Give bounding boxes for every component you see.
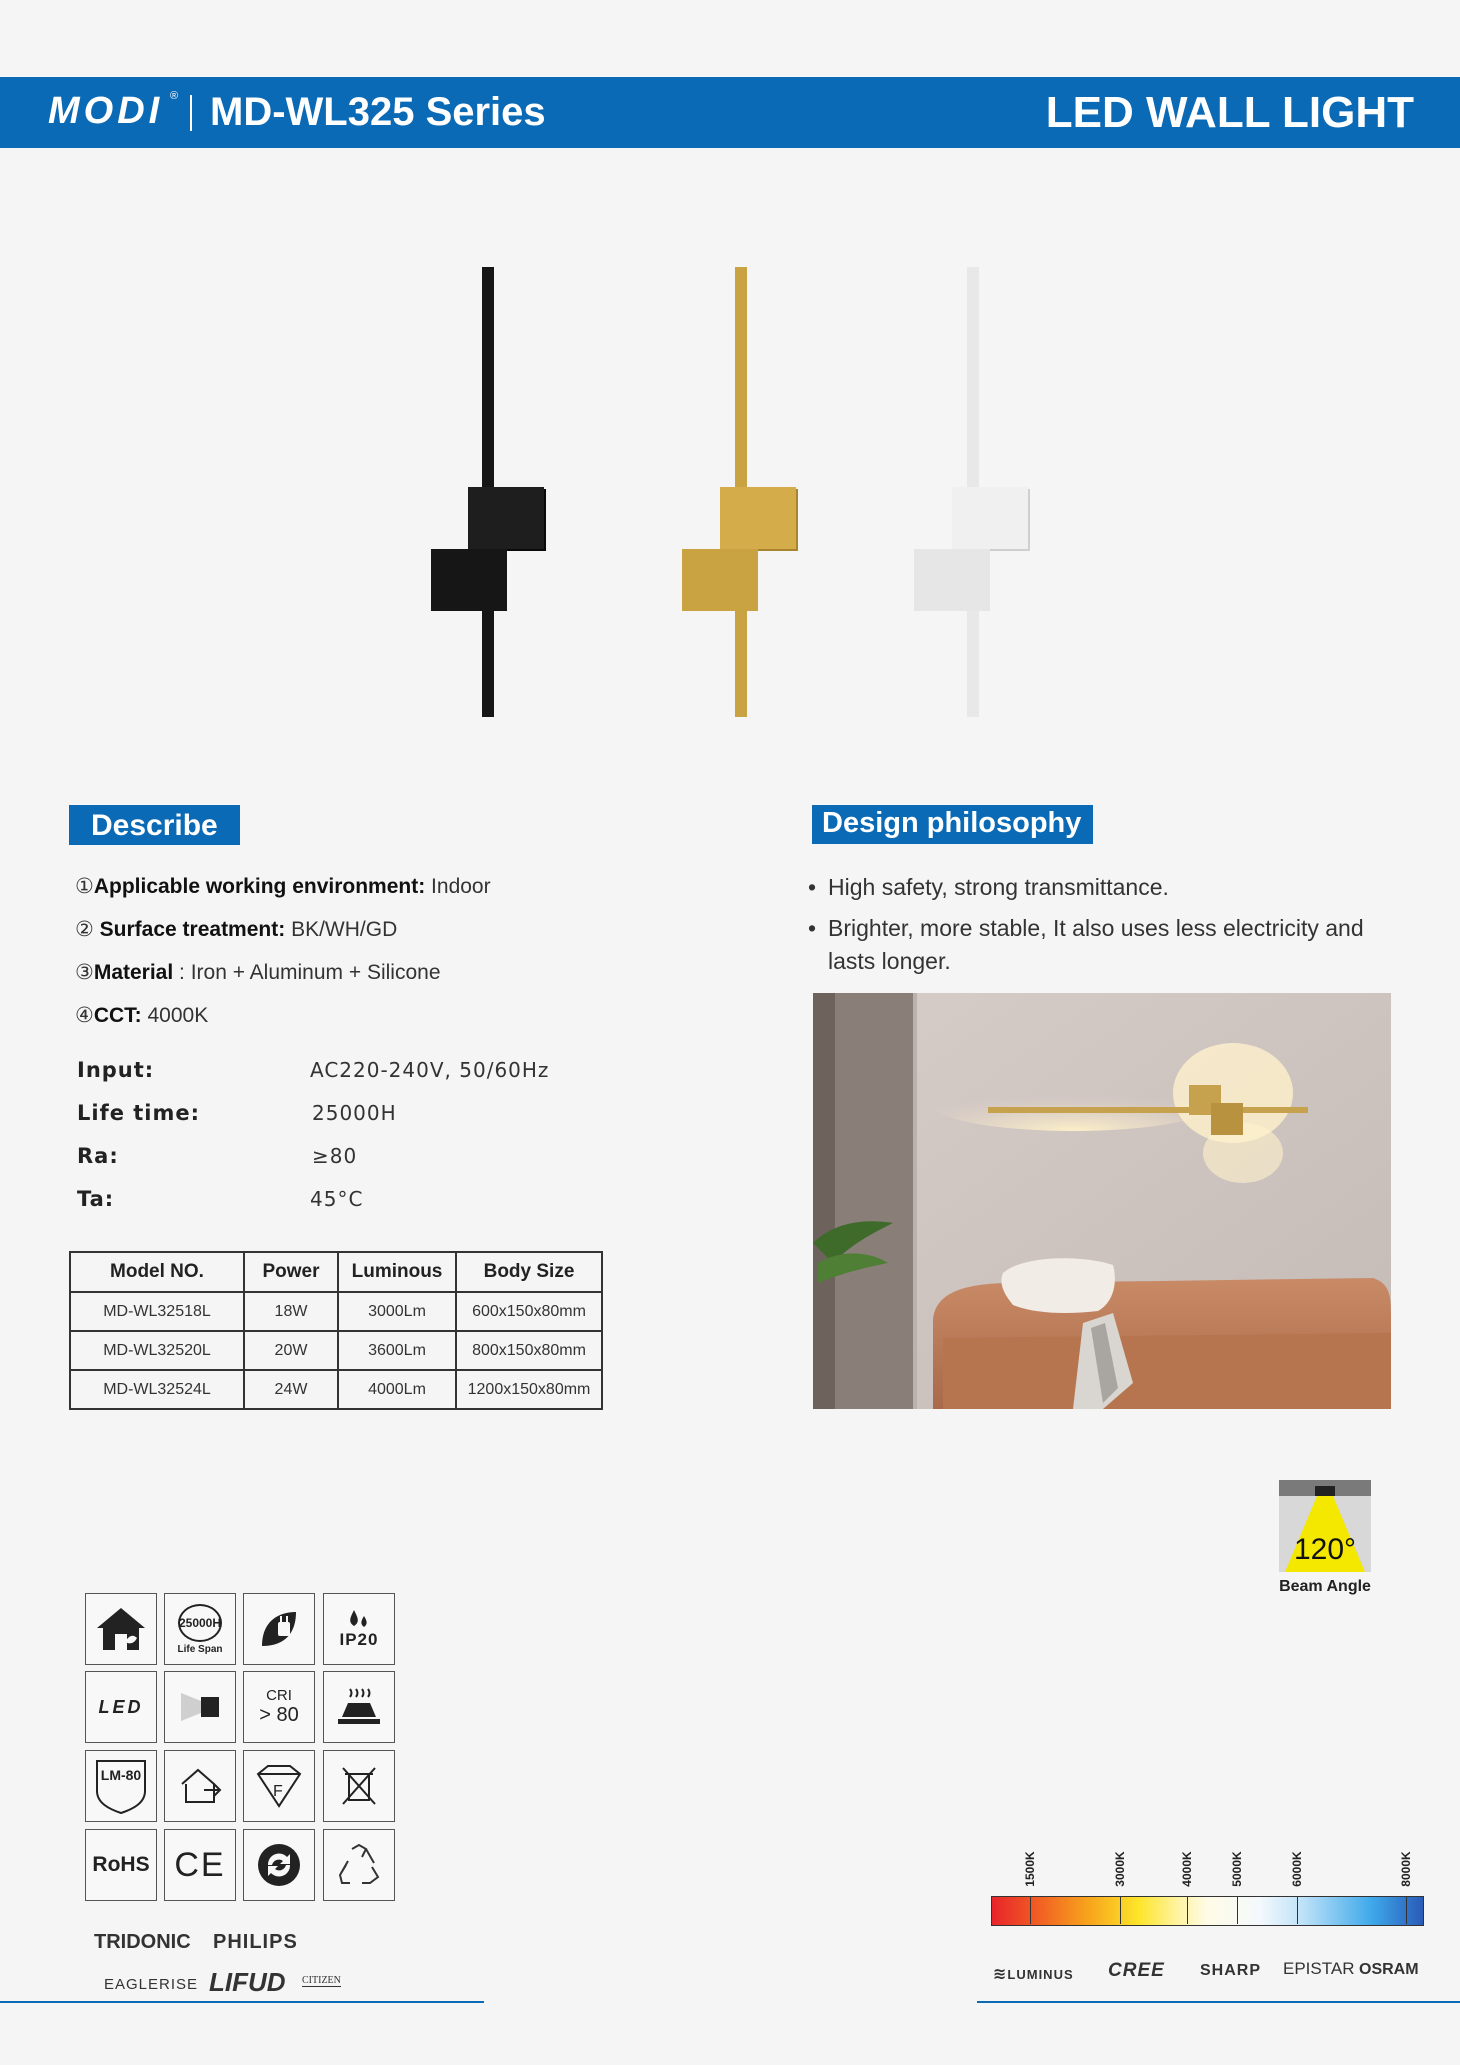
- table-cell: 3600Lm: [338, 1331, 456, 1370]
- cct-color-bar: [991, 1896, 1424, 1926]
- recycle-icon: [323, 1829, 395, 1901]
- col-body-size: Body Size: [456, 1252, 602, 1292]
- cct-tick-mark: [1406, 1896, 1407, 1924]
- table-cell: MD-WL32518L: [70, 1292, 244, 1331]
- spec-value-ra: ≥80: [312, 1144, 358, 1168]
- no-uv-icon: [164, 1671, 236, 1743]
- brand-cree: CREE: [1108, 1960, 1165, 1981]
- spec-key-lifetime: Life time:: [77, 1101, 201, 1125]
- cct-label-5000k: 5000K: [1230, 1851, 1244, 1887]
- design-heading: Design philosophy: [812, 805, 1093, 844]
- design-bullet-2: • Brighter, more stable, It also uses less electricity and lasts longer.: [808, 915, 1364, 974]
- table-row: [70, 1331, 602, 1370]
- spec-key-ta: Ta:: [77, 1187, 115, 1211]
- led-icon: LED: [85, 1671, 157, 1743]
- table-header-row: [70, 1252, 602, 1292]
- lifespan-icon: 25000H Life Span: [164, 1593, 236, 1665]
- beam-angle-value: 120°: [1293, 1533, 1357, 1566]
- describe-item-cct: ④CCT: 4000K: [75, 1004, 209, 1027]
- brand-lifud: LIFUD: [209, 1967, 286, 1997]
- ce-icon: CE: [164, 1829, 236, 1901]
- green-dot-icon: [243, 1829, 315, 1901]
- weee-bin-icon: [323, 1750, 395, 1822]
- header-separator: [190, 95, 192, 131]
- footer-line-left: [0, 2001, 484, 2003]
- eco-plug-icon: [243, 1593, 315, 1665]
- brand-eaglerise: EAGLERISE: [104, 1976, 199, 1993]
- table-cell: 24W: [244, 1370, 338, 1409]
- table-cell: 4000Lm: [338, 1370, 456, 1409]
- cct-tick-mark: [1237, 1896, 1238, 1924]
- indoor-house-icon: [85, 1593, 157, 1665]
- table-cell: 3000Lm: [338, 1292, 456, 1331]
- describe-item-environment: ①Applicable working environment: Indoor: [75, 875, 491, 898]
- cri-icon: CRI > 80: [243, 1671, 315, 1743]
- describe-heading: Describe: [69, 805, 240, 845]
- rohs-icon: RoHS: [85, 1829, 157, 1901]
- cct-tick-mark: [1030, 1896, 1031, 1924]
- table-row: [70, 1370, 602, 1409]
- f-mark-icon: [243, 1750, 315, 1822]
- indoor-use-icon: [164, 1750, 236, 1822]
- table-cell: 18W: [244, 1292, 338, 1331]
- spec-key-ra: Ra:: [77, 1144, 119, 1168]
- table-cell: 1200x150x80mm: [456, 1370, 602, 1409]
- cct-label-6000k: 6000K: [1290, 1851, 1304, 1887]
- table-cell: MD-WL32524L: [70, 1370, 244, 1409]
- cct-tick-mark: [1187, 1896, 1188, 1924]
- col-luminous: Luminous: [338, 1252, 456, 1292]
- spec-value-ta: 45°C: [310, 1187, 364, 1211]
- registered-mark: ®: [170, 90, 179, 102]
- models-table: [69, 1251, 603, 1410]
- cct-label-4000k: 4000K: [1180, 1851, 1194, 1887]
- describe-item-surface: ② Surface treatment: BK/WH/GD: [75, 918, 398, 941]
- cct-label-8000k: 8000K: [1399, 1851, 1413, 1887]
- col-power: Power: [244, 1252, 338, 1292]
- cct-label-1500k: 1500K: [1023, 1851, 1037, 1887]
- table-cell: 20W: [244, 1331, 338, 1370]
- category-title: LED WALL LIGHT: [1045, 88, 1414, 137]
- brand-tridonic: TRIDONIC: [94, 1931, 191, 1953]
- heat-dissipation-icon: [323, 1671, 395, 1743]
- table-cell: MD-WL32520L: [70, 1331, 244, 1370]
- table-row: [70, 1292, 602, 1331]
- lm80-icon: LM-80: [85, 1750, 157, 1822]
- spec-key-input: Input:: [77, 1058, 155, 1082]
- design-bullet-1: • High safety, strong transmittance.: [808, 874, 1169, 900]
- brand-luminus: ≋LUMINUS: [993, 1966, 1074, 1983]
- brand-epistar: EPISTAR: [1283, 1959, 1355, 1978]
- cct-tick-mark: [1120, 1896, 1121, 1924]
- spec-value-lifetime: 25000H: [312, 1101, 397, 1125]
- series-title: MD-WL325 Series: [210, 90, 546, 134]
- cct-label-3000k: 3000K: [1113, 1851, 1127, 1887]
- svg-text:F: F: [273, 1783, 283, 1800]
- describe-item-material: ③Material : Iron + Aluminum + Silicone: [75, 961, 441, 984]
- footer-line-right: [977, 2001, 1460, 2003]
- brand-philips: PHILIPS: [213, 1931, 298, 1953]
- room-photo: [813, 993, 1391, 1409]
- table-cell: 600x150x80mm: [456, 1292, 602, 1331]
- brand-sharp: SHARP: [1200, 1962, 1262, 1979]
- spec-value-input: AC220-240V, 50/60Hz: [310, 1058, 550, 1082]
- table-cell: 800x150x80mm: [456, 1331, 602, 1370]
- brand-osram: OSRAM: [1359, 1961, 1419, 1978]
- col-model: Model NO.: [70, 1252, 244, 1292]
- cct-tick-mark: [1297, 1896, 1298, 1924]
- beam-angle-label: Beam Angle: [1279, 1578, 1371, 1595]
- brand-logo: MODI: [48, 90, 164, 132]
- ip20-icon: IP20: [323, 1593, 395, 1665]
- brand-citizen: CITIZEN: [302, 1975, 341, 1986]
